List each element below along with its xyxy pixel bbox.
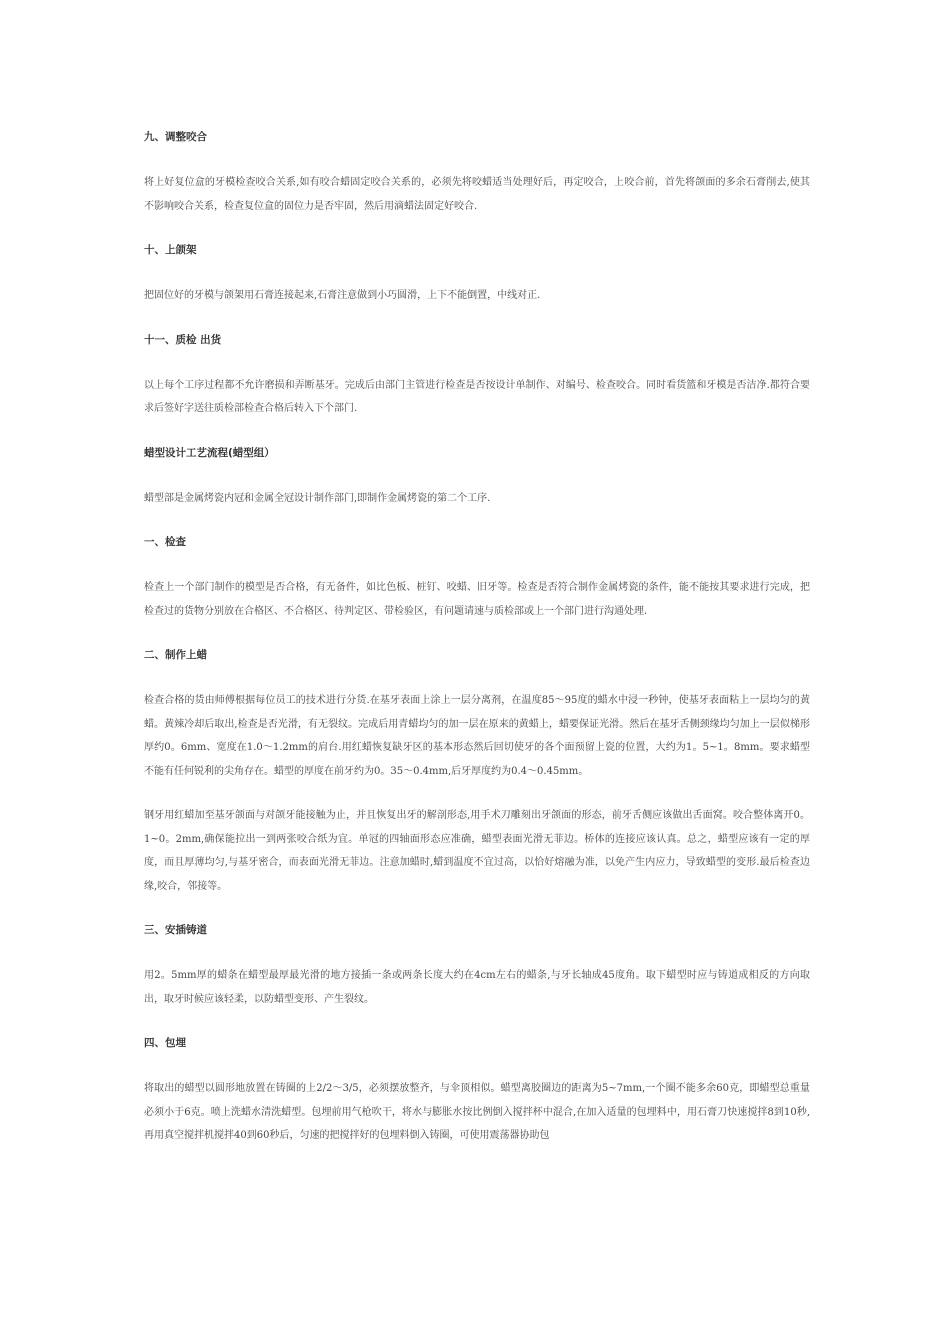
section-heading: 蜡型设计工艺流程(蜡型组） bbox=[144, 446, 275, 459]
paragraph: 以上每个工序过程都不允许磨损和弄断基牙。完成后由部门主管进行检查是否按设计单制作、对编号、检查咬合。同时看货篮和牙模是否洁净.都符合要求后签好字送往质检部检查合格后转入下个部门. bbox=[144, 379, 810, 414]
paragraph: 检查上一个部门制作的模型是否合格，有无备件，如比色板、桩钉、咬蜡、旧牙等。检查是否符合制作金属烤瓷的条件，能不能按其要求进行完成，把检查过的货物分别放在合格区、不合格区、待判定区、带检验区，有问题请速与质检部或上一个部门进行沟通处理. bbox=[144, 582, 810, 617]
section-heading: 四、包埋 bbox=[144, 1037, 186, 1049]
paragraph: 钢牙用红蜡加至基牙颌面与对颌牙能接触为止，并且恢复出牙的解剖形态,用手术刀雕刻出牙颌面的形态，前牙舌侧应该做出舌面窝。咬合整体离开0。1~0。2mm,确保能拉出一到两张咬合纸为宜。单冠的四轴面形态应准确，蜡型表面光滑无菲边。桥体的连接应该认真。总之，蜡型应该有一定的厚度，而且厚薄均匀,与基牙密合，而表面光滑无菲边。注意加蜡时,蜡到温度不宜过高，以恰好熔融为准，以免产生内应力，导致蜡型的变形.最后检查边缘,咬合，邻接等。 bbox=[144, 810, 810, 892]
section-heading: 九、调整咬合 bbox=[144, 131, 207, 143]
section-heading: 一、检查 bbox=[144, 536, 186, 548]
paragraph: 用2。5mm厚的蜡条在蜡型最厚最光滑的地方接插一条或两条长度大约在4cm左右的蜡条,与牙长轴成45度角。取下蜡型时应与铸道成相反的方向取出，取牙时候应该轻柔，以防蜡型变形、产生裂纹。 bbox=[144, 970, 810, 1005]
paragraph: 将取出的蜡型以圆形地放置在铸圈的上2/2～3/5，必须摆放整齐，与伞顶相似。蜡型离胶圈边的距离为5~7mm,一个圈不能多余60克，即蜡型总重量必须小于6克。喷上洗蜡水清洗蜡型。包埋前用气枪吹干，将水与膨胀水按比例倒入搅拌杯中混合,在加入适量的包埋料中，用石膏刀快速搅拌8到10秒,再用真空搅拌机搅拌40到60秒后，匀速的把搅拌好的包埋料倒入铸圈，可使用震荡器协助包 bbox=[144, 1083, 810, 1141]
paragraph: 将上好复位盒的牙模检查咬合关系,如有咬合蜡固定咬合关系的，必须先将咬蜡适当处理好后，再定咬合，上咬合前，首先将颌面的多余石膏削去,使其不影响咬合关系，检查复位盒的固位力是否牢固，然后用滴蜡法固定好咬合. bbox=[144, 177, 810, 212]
section-heading: 二、制作上蜡 bbox=[144, 649, 207, 661]
section-heading: 十、上颌架 bbox=[144, 244, 197, 256]
section-heading: 三、安插铸道 bbox=[144, 924, 207, 936]
document-body bbox=[144, 126, 810, 1169]
section-heading: 十一、质检 出货 bbox=[144, 333, 222, 346]
paragraph: 把固位好的牙模与颌架用石膏连接起来,石膏注意做到小巧圆滑，上下不能倒置，中线对正. bbox=[144, 290, 541, 301]
paragraph: 检查合格的货由师傅根据每位员工的技术进行分货.在基牙表面上涂上一层分离剂，在温度85～95度的蜡水中浸一秒钟，使基牙表面粘上一层均匀的黄蜡。黄辣冷却后取出,检查是否光滑，有无裂纹。完成后用青蜡均匀的加一层在原来的黄蜡上，蜡要保证光滑。然后在基牙舌侧颈缘均匀加上一层似梯形厚约0。6mm、宽度在1.0～1.2mm的肩台.用红蜡恢复缺牙区的基本形态然后回切使牙的各个面预留上瓷的位置，大约为1。5~1。8mm。要求蜡型不能有任何锐利的尖角存在。蜡型的厚度在前牙约为0。35～0.4mm,后牙厚度约为0.4～0.45mm。 bbox=[144, 695, 810, 777]
paragraph: 蜡型部是金属烤瓷内冠和金属全冠设计制作部门,即制作金属烤瓷的第二个工序. bbox=[144, 492, 491, 504]
